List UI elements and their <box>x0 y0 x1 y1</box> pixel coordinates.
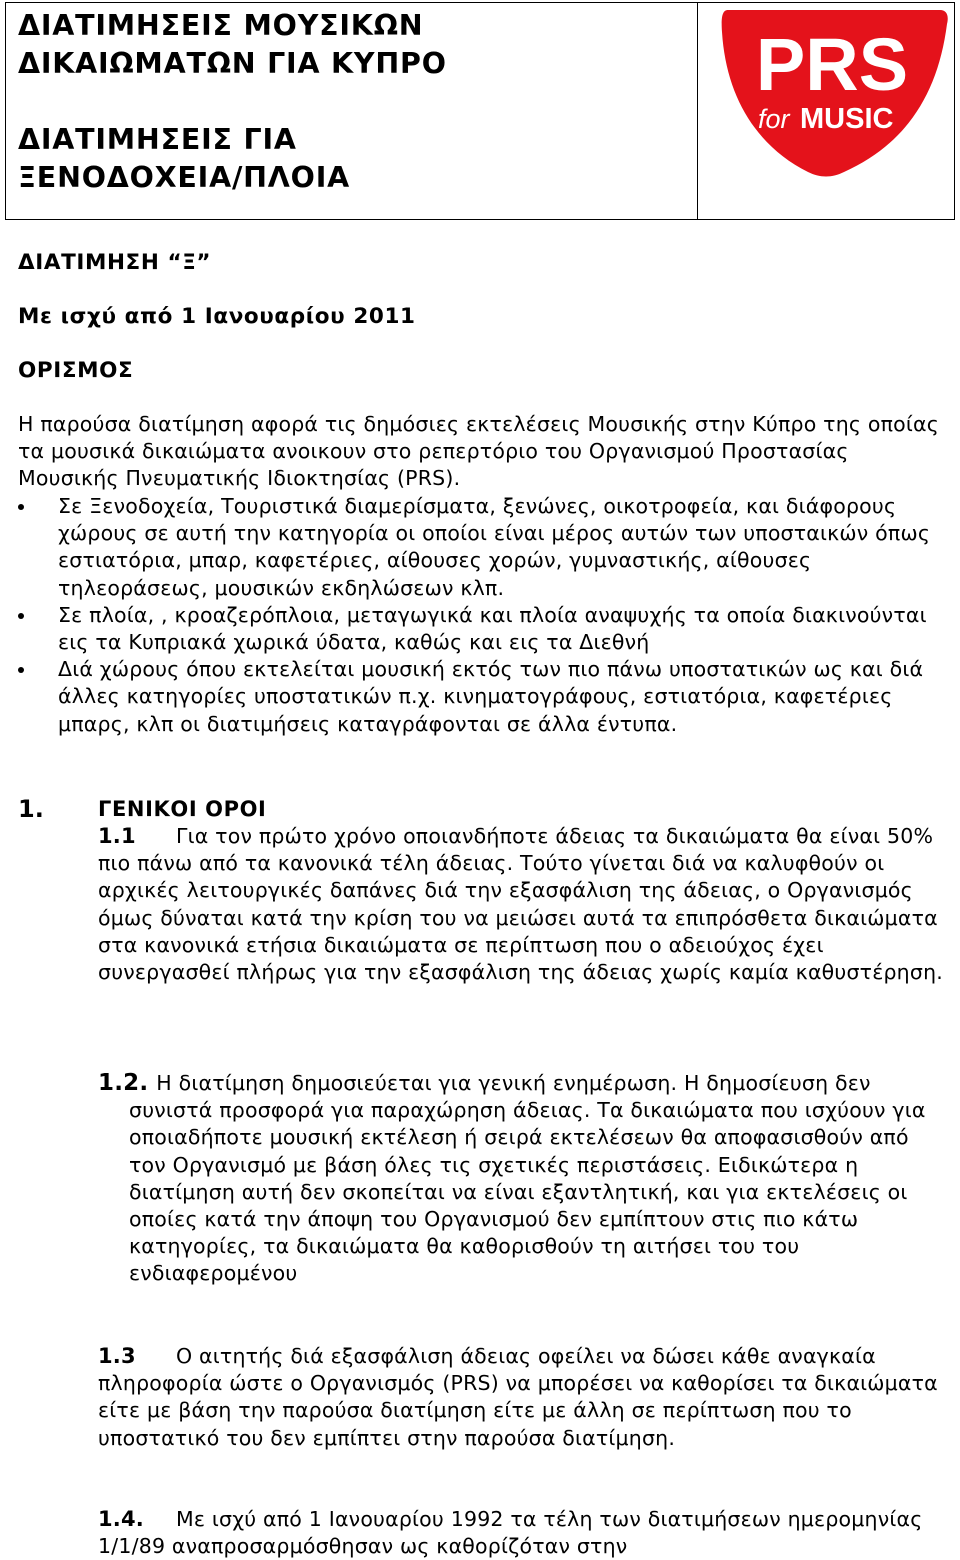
tariff-label: ΔΙΑΤΙΜΗΣΗ “Ξ” <box>18 250 212 275</box>
clause-text: Ο αιτητής διά εξασφάλιση άδειας οφείλει να δώσει κάθε αναγκαία πληροφορία ώστε ο Οργανισμός (PRS) να μπορέσει να καθορίσει τα δικαιώματα είτε με βάση την παρούσα διατίμηση είτε με άλλη σε περίπτωση που το υποστατικό του δεν εμπίπτει στην παρούσα διατίμηση. <box>98 1344 938 1450</box>
document-title-line1: ΔΙΑΤΙΜΗΣΕΙΣ ΜΟΥΣΙΚΩΝ <box>18 9 424 42</box>
logo-text-prs: PRS <box>755 23 909 106</box>
clause-number: 1.1 <box>98 824 136 848</box>
definition-intro: Η παρούσα διατίμηση αφορά τις δημόσιες εκτελέσεις Μουσικής στην Κύπρο της οποίας τα μουσικά δικαιώματα ανοικουν στο ρεπερτόριο του Οργανισμού Προστασίας Μουσικής Πνευματικής Ιδιοκτησίας (PRS). <box>18 412 939 491</box>
clause-1-1 <box>98 823 948 986</box>
definition-heading: ΟΡΙΣΜΟΣ <box>18 358 134 383</box>
clause-text: Η διατίμηση δημοσιεύεται για γενική ενημέρωση. Η δημοσίευση δεν συνιστά προσφορά για παραχώρηση άδειας. Τα δικαιώματα που ισχύουν για οποιαδήποτε μουσική εκτέλεση ή σειρά εκτελέσεων θα αποφασισθούν από τον Οργανισμό με βάση όλες τις σχετικές περιστάσεις. Ειδικώτερα η διατίμηση αυτή δεν σκοπείται να είναι εξαντλητική, και για εκτελέσεις οι οποίες κατά την άποψη του Οργανισμού δεν εμπίπτουν στις πιο κάτω κατηγορίες, τα δικαιώματα θα καθορισθούν τη αιτήσει του του ενδιαφερομένου <box>129 1071 926 1286</box>
clause-number: 1.3 <box>98 1344 136 1368</box>
clause-text: Με ισχύ από 1 Ιανουαρίου 1992 τα τέλη των διατιμήσεων ημερομηνίας 1/1/89 αναπροσαρμόσθησαν ως καθορίζόταν στην <box>98 1507 923 1559</box>
list-item: Διά χώρους όπου εκτελείται μουσική εκτός των πιο πάνω υποστατικών ως και διά άλλες κατηγορίες υποστατικών π.χ. κινηματογράφους, εστιατόρια, καφετέριες μπαρς, κλπ οι διατιμήσεις καταγράφονται σε άλλα έντυπα. <box>18 656 948 738</box>
prs-for-music-logo <box>716 4 948 182</box>
clause-text: Για τον πρώτο χρόνο οποιανδήποτε άδειας τα δικαιώματα θα είναι 50% πιο πάνω από τα κανονικά τέλη άδειας. Τούτο γίνεται διά να καλυφθούν οι αρχικές λειτουργικές δαπάνες διά την εξασφάλιση της άδειας, ο Οργανισμός όμως δύναται κατά την κρίση του να μειώσει αυτά τα επιπρόσθετα δικαιώματα στα κανονικά ετήσια δικαιώματα σε περίπτωση που ο αδειούχος έχει συνεργασθεί πλήρως για την εξασφάλιση της άδειας χωρίς καμία καθυστέρηση. <box>98 824 943 985</box>
clause-1-3 <box>98 1343 948 1452</box>
list-item: Σε πλοία, , κροαζερόπλοια, μεταγωγικά και πλοία αναψυχής τα οποία διακινούνται εις τα Κυπριακά χωρικά ύδατα, καθώς και εις τα Διεθνή <box>18 602 948 656</box>
document-subtitle-line2: ΞΕΝΟΔΟΧΕΙΑ/ΠΛΟΙΑ <box>18 161 350 194</box>
definition-bullet-list <box>18 493 948 738</box>
section-number: 1. <box>18 795 44 823</box>
clause-number: 1.4. <box>98 1507 144 1531</box>
clause-number: 1.2. <box>98 1070 149 1096</box>
clause-1-4 <box>98 1506 948 1560</box>
document-title-line2: ΔΙΚΑΙΩΜΑΤΩΝ ΓΙΑ ΚΥΠΡΟ <box>18 47 447 80</box>
section-title: ΓΕΝΙΚΟΙ ΟΡΟΙ <box>98 797 267 821</box>
document-subtitle-line1: ΔΙΑΤΙΜΗΣΕΙΣ ΓΙΑ <box>18 123 297 156</box>
logo-text-for: for <box>758 104 790 134</box>
clause-1-2 <box>98 1070 948 1288</box>
effective-date: Με ισχύ από 1 Ιανουαρίου 2011 <box>18 304 416 329</box>
header-title-cell <box>6 3 698 219</box>
list-item: Σε Ξενοδοχεία, Τουριστικά διαμερίσματα, ξενώνες, οικοτροφεία, και διάφορους χώρους σε αυτή την κατηγορία οι οποίοι είναι μέρος αυτών των υποσταικών όπως εστιατόρια, μπαρ, καφετέριες, αίθουσες χορών, γυμναστικής, αίθουσες τηλεοράσεως, μουσικών εκδηλώσεων κλπ. <box>18 493 948 602</box>
logo-text-music: MUSIC <box>800 103 894 135</box>
